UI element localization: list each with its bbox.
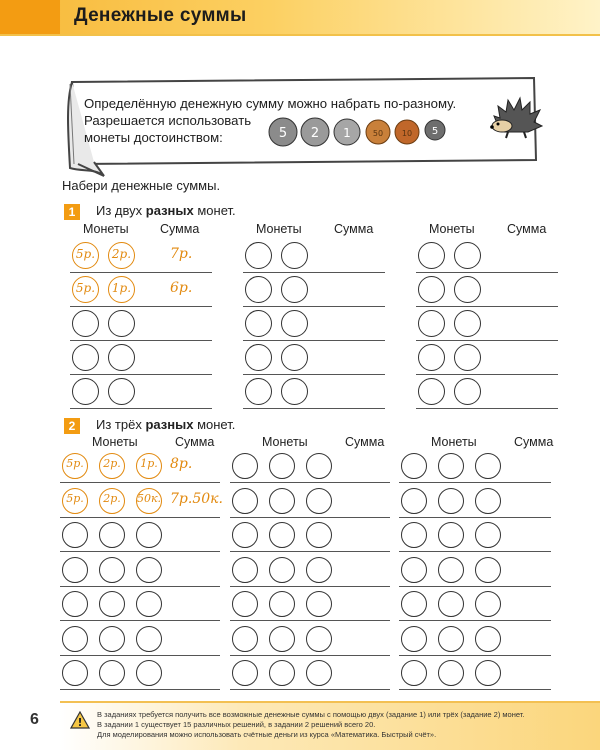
coin-circle — [269, 488, 295, 514]
handwritten-coin: 1р. — [140, 457, 158, 470]
banner-line-2: Разрешается использовать — [84, 113, 252, 128]
coin-circle — [62, 522, 88, 548]
answer-row-line — [243, 408, 385, 409]
coin-circle — [418, 378, 445, 405]
svg-text:50: 50 — [372, 129, 384, 138]
coin-circle — [108, 378, 135, 405]
coin-circle — [72, 344, 99, 371]
coins-column-header: Монеты — [83, 222, 129, 236]
page-number: 6 — [30, 711, 39, 728]
coin-circle — [245, 242, 272, 269]
coin-circle — [475, 557, 501, 583]
coin-circle — [62, 626, 88, 652]
banner-line-1: Определённую денежную сумму можно набрать по-разному. — [84, 96, 457, 111]
coin-circle — [136, 557, 162, 583]
coin-circle — [401, 626, 427, 652]
coins-column-header: Монеты — [92, 435, 138, 449]
coin-circle — [454, 344, 481, 371]
coin-circle — [245, 276, 272, 303]
intro-text: Набери денежные суммы. — [62, 178, 221, 193]
warning-icon — [70, 711, 90, 734]
answer-row-line — [399, 689, 551, 690]
coin-circle — [136, 660, 162, 686]
task-1-number: 1 — [64, 204, 80, 220]
coin-circle — [306, 626, 332, 652]
svg-text:1: 1 — [343, 126, 351, 140]
coin-circle — [306, 591, 332, 617]
answer-row-line — [416, 306, 558, 307]
answer-row-line — [243, 374, 385, 375]
answer-row-line — [399, 620, 551, 621]
handwritten-sum: 6р. — [170, 279, 193, 296]
answer-row-line — [70, 374, 212, 375]
footer-note — [97, 710, 567, 740]
coin-circle — [99, 522, 125, 548]
answer-row-line — [60, 689, 220, 690]
answer-row-line — [60, 586, 220, 587]
coin-circle — [454, 276, 481, 303]
svg-text:!: ! — [77, 716, 83, 729]
coin-circle — [306, 522, 332, 548]
coin-circle — [418, 310, 445, 337]
svg-text:5: 5 — [278, 126, 288, 141]
handwritten-coin: 5р. — [66, 491, 84, 505]
answer-row-line — [416, 374, 558, 375]
coin-circle — [136, 591, 162, 617]
coin-circle — [108, 344, 135, 371]
answer-row-line — [416, 340, 558, 341]
handwritten-sum: 7р.50к. — [170, 490, 223, 507]
handwritten-coin: 2р. — [103, 457, 121, 470]
handwritten-sum: 8р. — [170, 456, 193, 472]
coin-circle — [438, 591, 464, 617]
coin-circle — [418, 276, 445, 303]
coin-circle — [232, 557, 258, 583]
sum-column-header: Сумма — [175, 435, 215, 449]
coin-circle — [475, 626, 501, 652]
footer-divider — [60, 701, 600, 703]
header-divider — [0, 34, 600, 36]
answer-row-line — [70, 408, 212, 409]
banner-line-3: монеты достоинством: — [84, 130, 223, 145]
header-tab — [0, 0, 60, 34]
coin-circle — [62, 557, 88, 583]
coin-10-kop-icon — [395, 120, 419, 144]
coins-column-header: Монеты — [431, 435, 477, 449]
coin-circle — [269, 453, 295, 479]
coin-circle — [269, 591, 295, 617]
coin-circle — [136, 626, 162, 652]
coin-circle — [401, 660, 427, 686]
answer-row-line — [60, 655, 220, 656]
coin-circle — [269, 557, 295, 583]
coin-circle — [438, 626, 464, 652]
coin-2-rub-icon — [301, 118, 329, 146]
answer-row-line — [70, 340, 212, 341]
coin-circle — [269, 660, 295, 686]
coin-circle — [136, 522, 162, 548]
coins-column-header: Монеты — [262, 435, 308, 449]
answer-row-line — [60, 482, 220, 483]
coin-circle — [454, 310, 481, 337]
coin-5-kop-icon — [425, 120, 445, 140]
coin-circle — [281, 378, 308, 405]
footer-line-1: В заданиях требуется получить все возможные денежные суммы с помощью двух (задание 1) или трёх (задание 2) монет. — [97, 710, 525, 719]
answer-row-line — [70, 272, 212, 273]
coin-circle — [401, 591, 427, 617]
coin-circle — [281, 310, 308, 337]
coin-circle — [232, 453, 258, 479]
coin-circle — [245, 310, 272, 337]
handwritten-coin: 2р. — [111, 246, 132, 261]
coin-50-kop-icon — [366, 120, 390, 144]
coin-circle — [401, 557, 427, 583]
sum-column-header: Сумма — [514, 435, 554, 449]
sum-column-header: Сумма — [160, 222, 200, 236]
sum-column-header: Сумма — [507, 222, 547, 236]
coin-circle — [62, 591, 88, 617]
sum-column-header: Сумма — [334, 222, 374, 236]
coin-circle — [232, 660, 258, 686]
coin-circle — [99, 660, 125, 686]
answer-row-line — [416, 408, 558, 409]
coin-circle — [454, 378, 481, 405]
coin-circle — [306, 557, 332, 583]
coin-1-rub-icon — [334, 119, 360, 145]
answer-row-line — [230, 689, 390, 690]
coin-images — [268, 116, 468, 153]
answer-row-line — [243, 340, 385, 341]
coin-circle — [245, 344, 272, 371]
task-1-title: 1 Из двух разных монет. — [64, 203, 236, 220]
coin-5-rub-icon — [269, 118, 297, 146]
answer-row-line — [399, 517, 551, 518]
coin-circle — [475, 591, 501, 617]
coin-circle — [269, 522, 295, 548]
answer-row-line — [243, 272, 385, 273]
coin-circle — [72, 310, 99, 337]
answer-row-line — [243, 306, 385, 307]
coin-circle — [62, 660, 88, 686]
answer-row-line — [399, 482, 551, 483]
coin-circle — [401, 453, 427, 479]
answer-row-line — [230, 586, 390, 587]
coin-circle — [454, 242, 481, 269]
coin-circle — [281, 276, 308, 303]
handwritten-coin: 5р. — [75, 280, 96, 295]
answer-row-line — [230, 482, 390, 483]
answer-row-line — [230, 551, 390, 552]
coin-circle — [306, 660, 332, 686]
answer-row-line — [60, 517, 220, 518]
coin-circle — [438, 557, 464, 583]
handwritten-coin: 50к. — [136, 491, 162, 505]
coins-column-header: Монеты — [429, 222, 475, 236]
answer-row-line — [60, 551, 220, 552]
page-header — [0, 0, 600, 34]
coin-circle — [281, 344, 308, 371]
answer-row-line — [399, 655, 551, 656]
coin-circle — [475, 453, 501, 479]
coin-circle — [306, 453, 332, 479]
coin-circle — [401, 522, 427, 548]
answer-row-line — [70, 306, 212, 307]
sum-column-header: Сумма — [345, 435, 385, 449]
svg-text:2: 2 — [310, 126, 320, 141]
handwritten-coin: 1р. — [111, 280, 132, 295]
hedgehog-icon — [488, 92, 548, 147]
coin-circle — [438, 660, 464, 686]
answer-row-line — [230, 655, 390, 656]
coin-circle — [306, 488, 332, 514]
footer-line-3: Для моделирования можно использовать счётные деньги из курса «Математика. Быстрый счёт». — [97, 730, 437, 739]
coin-circle — [232, 626, 258, 652]
svg-text:5: 5 — [431, 126, 439, 137]
handwritten-sum: 7р. — [170, 245, 193, 262]
coin-circle — [438, 488, 464, 514]
handwritten-coin: 5р. — [75, 246, 96, 261]
handwritten-coin: 5р. — [66, 457, 84, 470]
task-2-title: 2 Из трёх разных монет. — [64, 417, 235, 434]
coin-circle — [475, 522, 501, 548]
footer-line-2: В задании 1 существует 15 различных решений, в задании 2 решений всего 20. — [97, 720, 376, 729]
answer-row-line — [230, 620, 390, 621]
coin-circle — [232, 522, 258, 548]
task-2-number: 2 — [64, 418, 80, 434]
coins-column-header: Монеты — [256, 222, 302, 236]
coin-circle — [418, 242, 445, 269]
coin-circle — [438, 453, 464, 479]
answer-row-line — [230, 517, 390, 518]
handwritten-coin: 2р. — [103, 491, 121, 505]
coin-circle — [245, 378, 272, 405]
coin-circle — [269, 626, 295, 652]
coin-circle — [438, 522, 464, 548]
answer-row-line — [416, 272, 558, 273]
answer-row-line — [399, 586, 551, 587]
coin-circle — [418, 344, 445, 371]
svg-text:10: 10 — [401, 129, 413, 138]
answer-row-line — [60, 620, 220, 621]
coin-circle — [401, 488, 427, 514]
page-title: Денежные суммы — [74, 5, 247, 26]
coin-circle — [232, 591, 258, 617]
coin-circle — [232, 488, 258, 514]
coin-circle — [281, 242, 308, 269]
coin-circle — [99, 557, 125, 583]
coin-circle — [475, 488, 501, 514]
coin-circle — [99, 591, 125, 617]
coin-circle — [99, 626, 125, 652]
coin-circle — [108, 310, 135, 337]
coin-circle — [475, 660, 501, 686]
answer-row-line — [399, 551, 551, 552]
coin-circle — [72, 378, 99, 405]
